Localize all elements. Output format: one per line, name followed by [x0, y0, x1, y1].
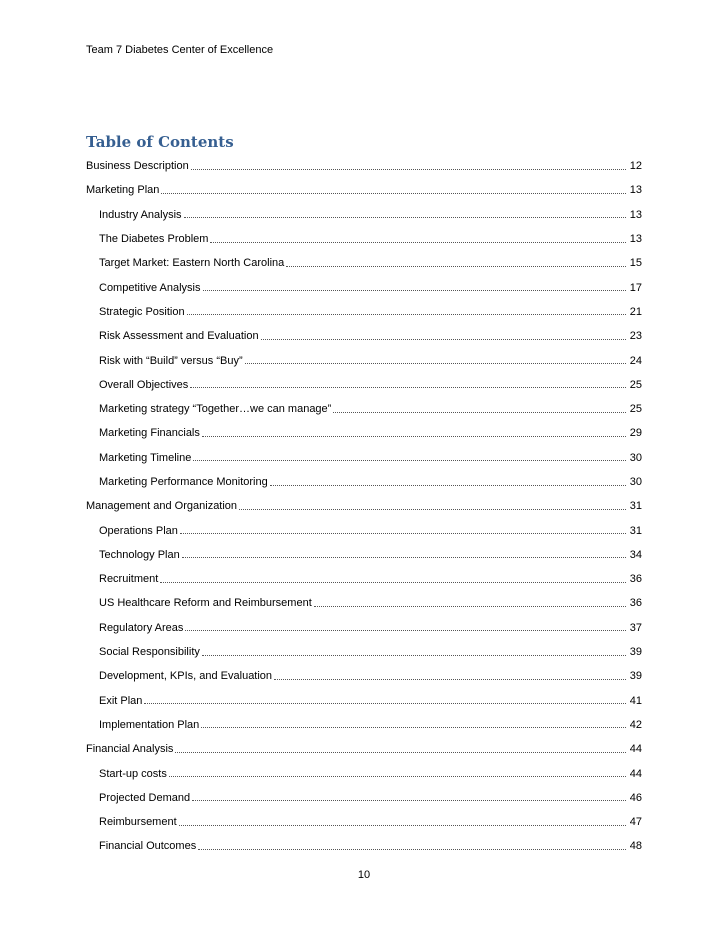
toc-entry[interactable] — [86, 227, 642, 251]
toc-entry-label: Competitive Analysis — [99, 281, 201, 294]
toc-entry-label: Social Responsibility — [99, 646, 200, 659]
dot-leader — [144, 703, 626, 704]
toc-entry-page-number: 23 — [629, 330, 642, 343]
dot-leader — [187, 314, 626, 315]
toc-entry-label: Exit Plan — [99, 694, 143, 707]
toc-entry-page-number: 13 — [629, 233, 642, 246]
dot-leader — [191, 169, 626, 170]
toc-entry[interactable] — [86, 300, 642, 324]
dot-leader — [245, 363, 626, 364]
toc-entry-label: Business Description — [86, 160, 189, 173]
dot-leader — [192, 800, 626, 801]
toc-entry-label: Overall Objectives — [99, 378, 189, 391]
toc-entry[interactable] — [86, 761, 642, 785]
dot-leader — [270, 485, 626, 486]
toc-entry-page-number: 21 — [629, 305, 642, 318]
toc-entry-label: Target Market: Eastern North Carolina — [99, 257, 285, 270]
toc-entry-page-number: 44 — [629, 767, 642, 780]
dot-leader — [193, 460, 626, 461]
dot-leader — [274, 679, 626, 680]
toc-entry[interactable] — [86, 203, 642, 227]
toc-entry-page-number: 39 — [629, 670, 642, 683]
dot-leader — [175, 752, 626, 753]
toc-entry-page-number: 24 — [629, 354, 642, 367]
toc-entry-page-number: 46 — [629, 791, 642, 804]
dot-leader — [160, 582, 626, 583]
toc-entry[interactable] — [86, 689, 642, 713]
dot-leader — [239, 509, 626, 510]
toc-entry-label: Financial Analysis — [86, 743, 174, 756]
toc-entry-label: Management and Organization — [86, 500, 238, 513]
toc-entry-label: Marketing strategy “Together…we can manage” — [99, 403, 332, 416]
toc-entry-label: US Healthcare Reform and Reimbursement — [99, 597, 312, 610]
toc-entry-label: Strategic Position — [99, 305, 185, 318]
dot-leader — [202, 436, 626, 437]
toc-entry-page-number: 25 — [629, 403, 642, 416]
dot-leader — [169, 776, 626, 777]
toc-entry-page-number: 31 — [629, 500, 642, 513]
dot-leader — [179, 825, 626, 826]
toc-entry-label: Industry Analysis — [99, 208, 182, 221]
toc-entry-label: Financial Outcomes — [99, 840, 197, 853]
toc-heading: Table of Contents — [86, 133, 234, 151]
toc-entry[interactable] — [86, 251, 642, 275]
toc-entry-label: Development, KPIs, and Evaluation — [99, 670, 273, 683]
toc-entry-page-number: 36 — [629, 573, 642, 586]
toc-entry-label: Reimbursement — [99, 816, 177, 829]
toc-entry-label: Risk Assessment and Evaluation — [99, 330, 259, 343]
dot-leader — [182, 557, 626, 558]
toc-entry[interactable] — [86, 348, 642, 372]
toc-entry-page-number: 44 — [629, 743, 642, 756]
toc-entry-label: Marketing Timeline — [99, 451, 192, 464]
running-header: Team 7 Diabetes Center of Excellence — [86, 44, 274, 56]
toc-entry-label: Operations Plan — [99, 524, 178, 537]
toc-entry-page-number: 15 — [629, 257, 642, 270]
toc-entry[interactable] — [86, 178, 642, 202]
toc-entry-page-number: 48 — [629, 840, 642, 853]
toc-entry-page-number: 37 — [629, 621, 642, 634]
dot-leader — [180, 533, 626, 534]
toc-entry-label: Risk with “Build” versus “Buy” — [99, 354, 243, 367]
toc-entry[interactable] — [86, 713, 642, 737]
toc-entry-page-number: 12 — [629, 160, 642, 173]
dot-leader — [161, 193, 626, 194]
toc-entry-page-number: 41 — [629, 694, 642, 707]
dot-leader — [198, 849, 626, 850]
dot-leader — [184, 217, 626, 218]
toc-entry-page-number: 47 — [629, 816, 642, 829]
toc-entry[interactable] — [86, 324, 642, 348]
dot-leader — [333, 412, 626, 413]
toc-entry[interactable] — [86, 810, 642, 834]
toc-entry[interactable] — [86, 834, 642, 858]
toc-entry-page-number: 30 — [629, 451, 642, 464]
toc-entry-page-number: 17 — [629, 281, 642, 294]
dot-leader — [210, 242, 626, 243]
toc-entry[interactable] — [86, 567, 642, 591]
toc-entry-page-number: 42 — [629, 718, 642, 731]
toc-entry-label: Start-up costs — [99, 767, 167, 780]
dot-leader — [203, 290, 627, 291]
toc-entry-page-number: 13 — [629, 208, 642, 221]
toc-entry-page-number: 29 — [629, 427, 642, 440]
toc-entry[interactable] — [86, 786, 642, 810]
toc-entry-page-number: 36 — [629, 597, 642, 610]
dot-leader — [185, 630, 626, 631]
toc-entry[interactable] — [86, 494, 642, 518]
toc-entry[interactable] — [86, 518, 642, 542]
toc-entry[interactable] — [86, 275, 642, 299]
toc-entry-label: Regulatory Areas — [99, 621, 184, 634]
toc-entry-label: Recruitment — [99, 573, 159, 586]
toc-entry-page-number: 25 — [629, 378, 642, 391]
toc-entry-label: Marketing Plan — [86, 184, 160, 197]
toc-entry[interactable] — [86, 421, 642, 445]
toc-list — [86, 154, 642, 859]
page-number: 10 — [357, 869, 371, 881]
toc-entry-page-number: 31 — [629, 524, 642, 537]
toc-entry[interactable] — [86, 616, 642, 640]
toc-entry[interactable] — [86, 446, 642, 470]
dot-leader — [314, 606, 626, 607]
toc-entry-label: The Diabetes Problem — [99, 233, 209, 246]
toc-entry-label: Implementation Plan — [99, 718, 200, 731]
toc-entry-page-number: 34 — [629, 548, 642, 561]
toc-entry[interactable] — [86, 373, 642, 397]
dot-leader — [202, 655, 626, 656]
toc-entry-label: Projected Demand — [99, 791, 191, 804]
toc-entry[interactable] — [86, 470, 642, 494]
toc-entry-page-number: 13 — [629, 184, 642, 197]
toc-entry-label: Technology Plan — [99, 548, 180, 561]
toc-entry[interactable] — [86, 591, 642, 615]
toc-entry[interactable] — [86, 397, 642, 421]
dot-leader — [261, 339, 626, 340]
dot-leader — [286, 266, 626, 267]
toc-entry[interactable] — [86, 154, 642, 178]
dot-leader — [190, 387, 626, 388]
toc-entry[interactable] — [86, 737, 642, 761]
toc-entry-page-number: 39 — [629, 646, 642, 659]
toc-entry[interactable] — [86, 543, 642, 567]
toc-entry-page-number: 30 — [629, 476, 642, 488]
toc-entry[interactable] — [86, 664, 642, 688]
toc-entry-label: Marketing Financials — [99, 427, 200, 440]
toc-entry[interactable] — [86, 640, 642, 664]
toc-entry-label: Marketing Performance Monitoring — [99, 476, 268, 488]
dot-leader — [201, 727, 626, 728]
